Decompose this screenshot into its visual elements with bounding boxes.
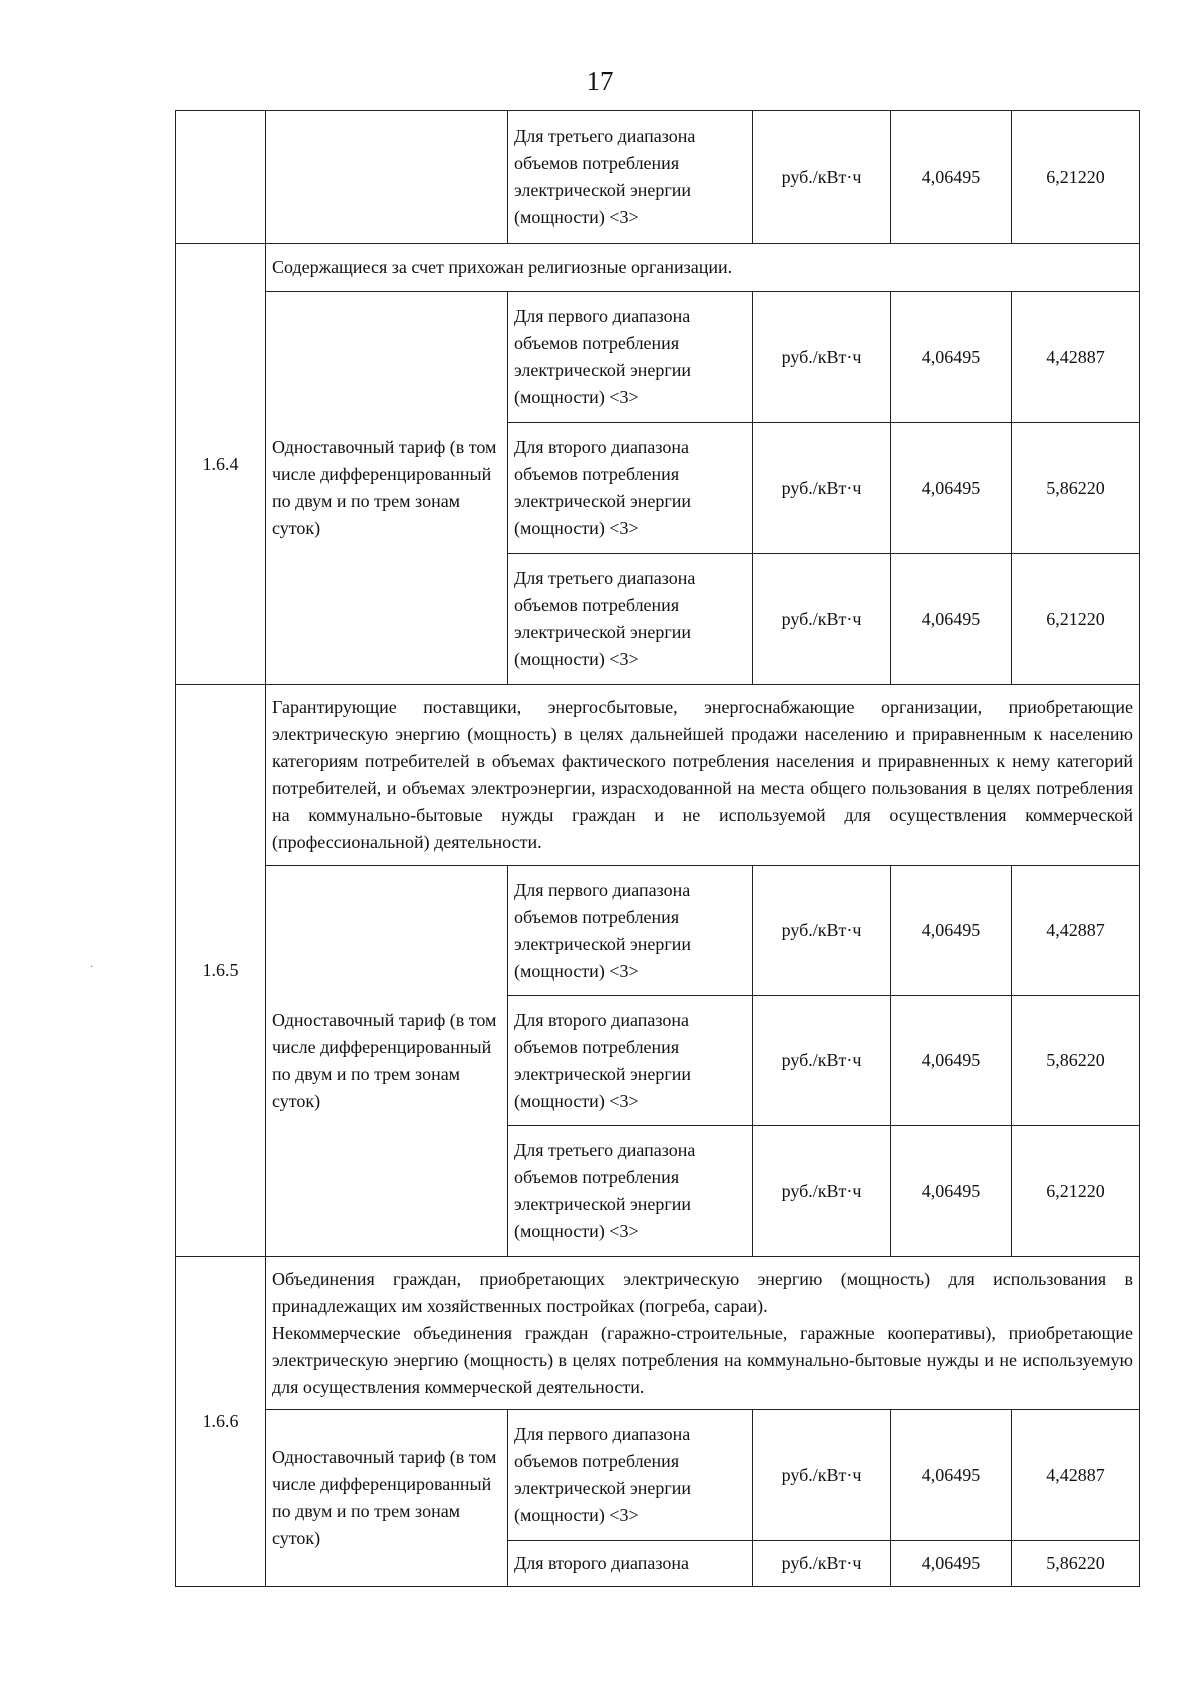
value-cell: 4,06495 [891, 996, 1012, 1126]
section-header-row [176, 244, 1140, 292]
section-number: 1.6.5 [176, 685, 266, 1257]
tariff-type-cell: Одноставочный тариф (в том числе дифференцированный по двум и по трем зонам суток) [266, 866, 508, 1257]
range-cell: Для первого диапазона объемов потребления электрической энергии (мощности) <3> [508, 866, 753, 996]
value-cell: 4,06495 [891, 111, 1012, 244]
value-cell: 6,21220 [1012, 1126, 1140, 1257]
unit-cell: руб./кВт·ч [753, 1541, 891, 1587]
unit-cell: руб./кВт·ч [753, 996, 891, 1126]
value-cell: 4,06495 [891, 292, 1012, 423]
value-cell: 6,21220 [1012, 554, 1140, 685]
value-cell: 4,42887 [1012, 1410, 1140, 1541]
tariff-type-cell: Одноставочный тариф (в том числе дифференцированный по двум и по трем зонам суток) [266, 1410, 508, 1587]
value-cell: 4,06495 [891, 423, 1012, 554]
section-title: Гарантирующие поставщики, энергосбытовые, энергоснабжающие организации, приобретающие электрическую энергию (мощность) в целях дальнейшей продажи населению и приравненным к населению категориям потребителей в объемах фактического потребления населения и приравненных к нему категорий потребителей, и объемах электроэнергии, израсходованной на места общего пользования в целях потребления на коммунально-бытовые нужды граждан и не используемой для осуществления коммерческой (профессиональной) деятельности. [266, 685, 1140, 866]
unit-cell: руб./кВт·ч [753, 866, 891, 996]
value-cell: 4,42887 [1012, 866, 1140, 996]
page-number: 17 [586, 66, 614, 96]
range-cell: Для третьего диапазона объемов потребления электрической энергии (мощности) <3> [508, 554, 753, 685]
value-cell: 4,06495 [891, 1126, 1012, 1257]
margin-mark: . [90, 956, 93, 970]
table-row [176, 292, 1140, 423]
section-title: Содержащиеся за счет прихожан религиозные организации. [266, 244, 1140, 292]
value-cell: 5,86220 [1012, 996, 1140, 1126]
range-cell: Для первого диапазона объемов потребления электрической энергии (мощности) <3> [508, 1410, 753, 1541]
section-number-cell [176, 111, 266, 244]
section-header-row [176, 1257, 1140, 1410]
section-header-row [176, 685, 1140, 866]
value-cell: 5,86220 [1012, 1541, 1140, 1587]
unit-cell: руб./кВт·ч [753, 1410, 891, 1541]
table-row [176, 1410, 1140, 1541]
tariff-type-cell [266, 111, 508, 244]
value-cell: 5,86220 [1012, 423, 1140, 554]
range-cell: Для первого диапазона объемов потребления электрической энергии (мощности) <3> [508, 292, 753, 423]
section-number: 1.6.6 [176, 1257, 266, 1587]
section-title-part-1: Объединения граждан, приобретающих электрическую энергию (мощность) для использования в принадлежащих им хозяйственных постройках (погреба, сараи). [272, 1268, 1133, 1316]
unit-cell: руб./кВт·ч [753, 1126, 891, 1257]
table-row [176, 866, 1140, 996]
range-cell: Для второго диапазона [508, 1541, 753, 1587]
unit-cell: руб./кВт·ч [753, 111, 891, 244]
value-cell: 4,06495 [891, 1410, 1012, 1541]
range-cell: Для третьего диапазона объемов потребления электрической энергии (мощности) <3> [508, 111, 753, 244]
value-cell: 6,21220 [1012, 111, 1140, 244]
unit-cell: руб./кВт·ч [753, 423, 891, 554]
value-cell: 4,42887 [1012, 292, 1140, 423]
value-cell: 4,06495 [891, 866, 1012, 996]
table-row [176, 111, 1140, 244]
unit-cell: руб./кВт·ч [753, 292, 891, 423]
unit-cell: руб./кВт·ч [753, 554, 891, 685]
tariff-table [175, 110, 1140, 1587]
section-title-part-2: Некоммерческие объединения граждан (гаражно-строительные, гаражные кооперативы), приобретающие электрическую энергию (мощность) в целях потребления на коммунально-бытовые нужды и не используемую для осуществления коммерческой деятельности. [272, 1322, 1133, 1397]
value-cell: 4,06495 [891, 554, 1012, 685]
range-cell: Для второго диапазона объемов потребления электрической энергии (мощности) <3> [508, 996, 753, 1126]
section-title [266, 1257, 1140, 1410]
range-cell: Для третьего диапазона объемов потребления электрической энергии (мощности) <3> [508, 1126, 753, 1257]
range-cell: Для второго диапазона объемов потребления электрической энергии (мощности) <3> [508, 423, 753, 554]
value-cell: 4,06495 [891, 1541, 1012, 1587]
section-number: 1.6.4 [176, 244, 266, 685]
tariff-type-cell: Одноставочный тариф (в том числе дифференцированный по двум и по трем зонам суток) [266, 292, 508, 685]
